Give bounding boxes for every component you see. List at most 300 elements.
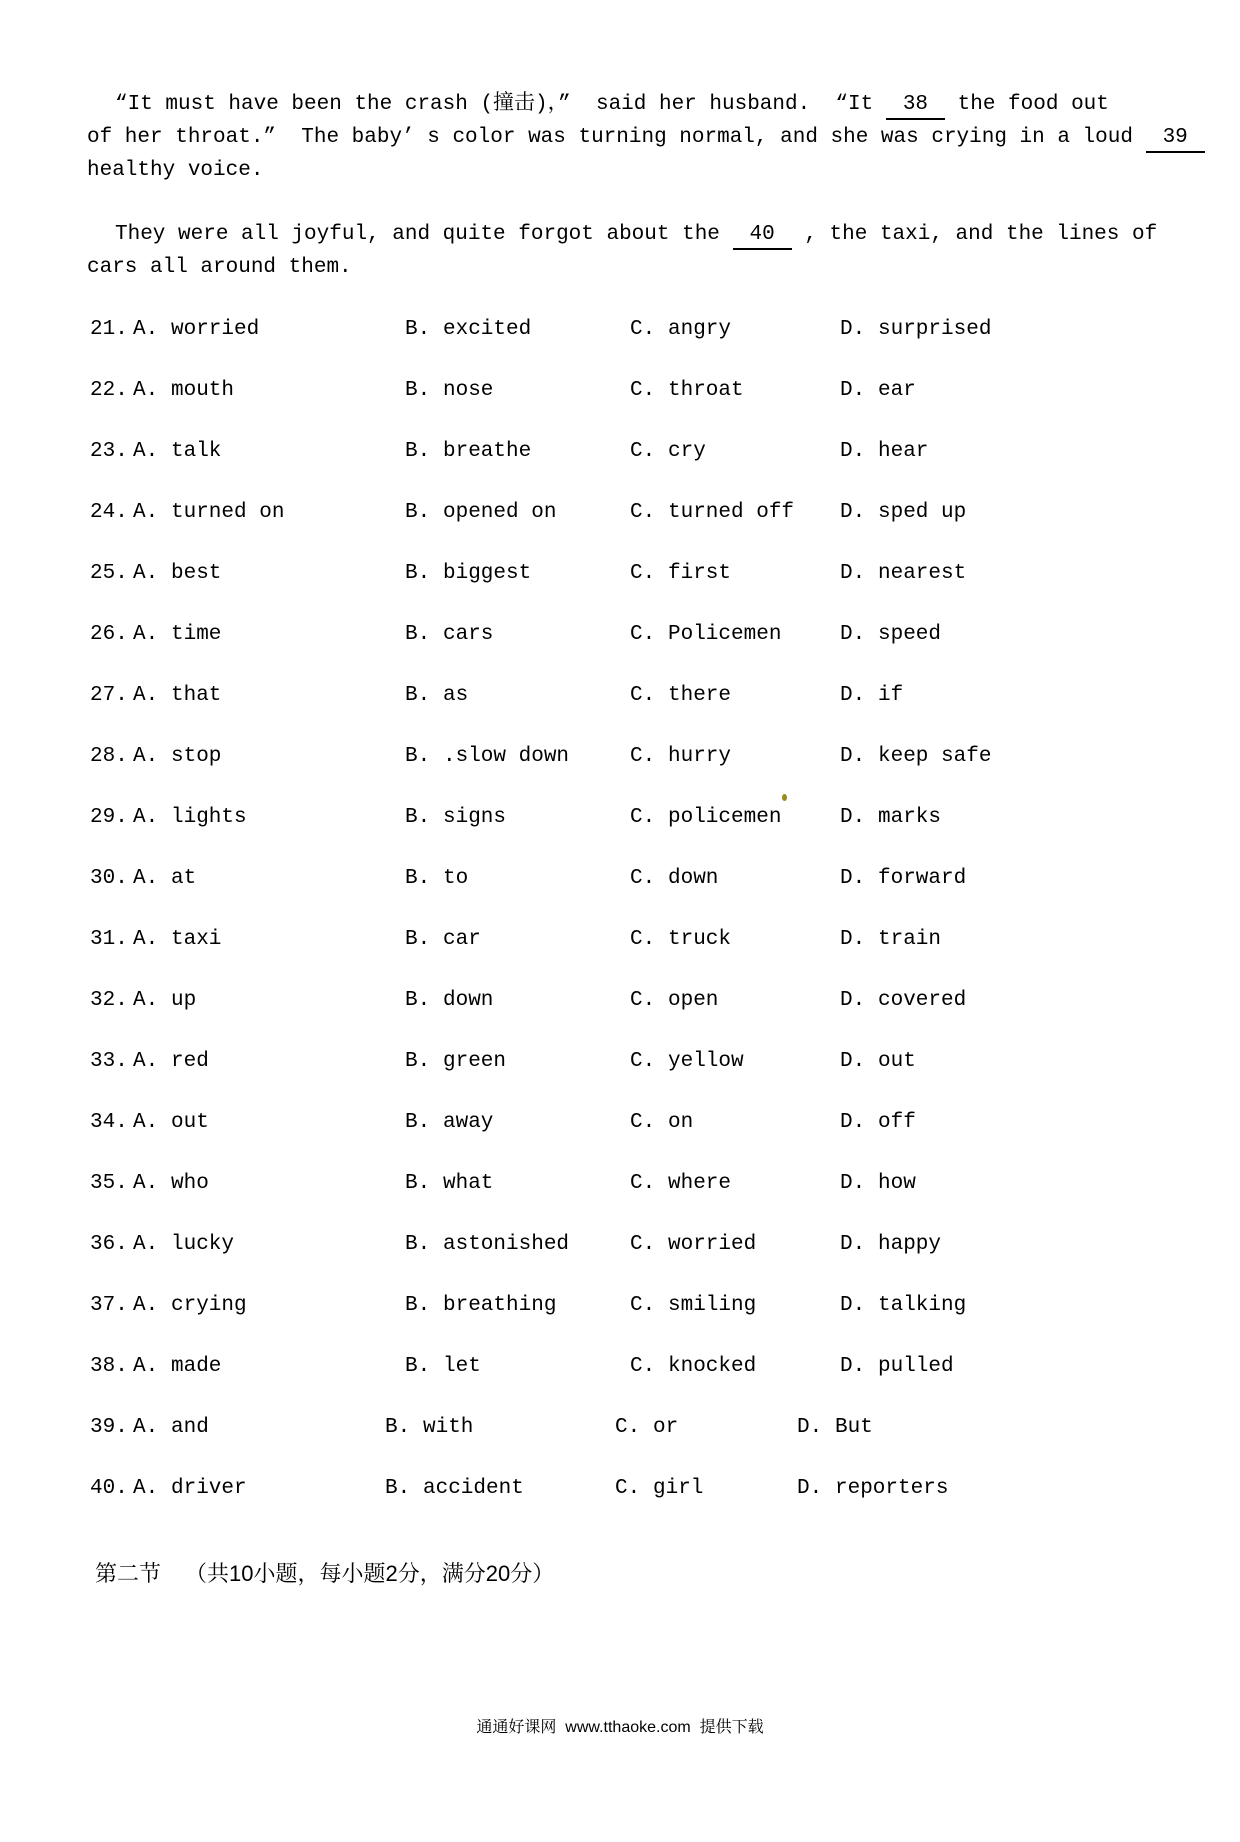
option-letter: B. <box>405 867 431 890</box>
option-text: on <box>668 1111 694 1134</box>
option-text: time <box>171 623 222 646</box>
option-b <box>405 681 630 742</box>
question-row <box>90 1230 1240 1291</box>
question-number: 24. <box>90 501 128 524</box>
option-b <box>405 315 630 376</box>
option-a <box>90 925 405 986</box>
option-text: car <box>443 928 481 951</box>
option-letter: A. <box>133 562 159 585</box>
option-letter: A. <box>133 1233 159 1256</box>
question-row <box>90 1047 1240 1108</box>
option-text: hear <box>878 440 929 463</box>
option-text: to <box>443 867 469 890</box>
option-b <box>405 620 630 681</box>
option-letter: A. <box>133 1050 159 1073</box>
option-c <box>630 620 840 681</box>
section-heading <box>95 1557 1240 1588</box>
option-letter: A. <box>133 928 159 951</box>
question-number: 25. <box>90 562 128 585</box>
question-row <box>90 864 1240 925</box>
option-d <box>840 925 1240 986</box>
option-b <box>405 1047 630 1108</box>
option-c <box>630 559 840 620</box>
option-letter: B. <box>405 501 431 524</box>
option-letter: B. <box>405 989 431 1012</box>
option-c <box>630 1352 840 1413</box>
option-text: smiling <box>668 1294 757 1317</box>
option-text: where <box>668 1172 732 1195</box>
option-b <box>405 742 630 803</box>
option-letter: C. <box>630 745 656 768</box>
option-d <box>840 1169 1240 1230</box>
question-list <box>0 315 1240 1535</box>
option-a <box>90 1047 405 1108</box>
question-number: 39. <box>90 1416 128 1439</box>
option-letter: C. <box>630 318 656 341</box>
option-text: reporters <box>835 1477 949 1500</box>
option-text: But <box>835 1416 873 1439</box>
cloze-blank: 39 <box>1146 125 1205 153</box>
option-letter: D. <box>797 1416 823 1439</box>
paragraph <box>87 88 1200 187</box>
option-text: open <box>668 989 719 1012</box>
option-a <box>90 1413 385 1474</box>
option-letter: B. <box>405 623 431 646</box>
option-a <box>90 1169 405 1230</box>
question-number: 26. <box>90 623 128 646</box>
question-row <box>90 376 1240 437</box>
cloze-blank: 40 <box>733 222 792 250</box>
option-text: ear <box>878 379 916 402</box>
question-number: 37. <box>90 1294 128 1317</box>
option-text: lucky <box>171 1233 235 1256</box>
option-b <box>405 376 630 437</box>
option-b <box>405 925 630 986</box>
option-b <box>405 1291 630 1352</box>
option-letter: A. <box>133 318 159 341</box>
option-text: keep safe <box>878 745 992 768</box>
option-text: let <box>443 1355 481 1378</box>
passage-text: of her throat.” The baby’ s color was turning normal, and she was crying in a loud <box>87 126 1146 149</box>
option-c <box>630 803 840 864</box>
option-letter: D. <box>840 1172 866 1195</box>
option-a <box>90 1230 405 1291</box>
option-text: there <box>668 684 732 707</box>
option-letter: D. <box>840 1294 866 1317</box>
option-text: as <box>443 684 469 707</box>
question-number: 22. <box>90 379 128 402</box>
question-row <box>90 986 1240 1047</box>
option-letter: A. <box>133 989 159 1012</box>
option-letter: B. <box>405 684 431 707</box>
option-a <box>90 1291 405 1352</box>
option-letter: C. <box>630 1294 656 1317</box>
option-text: marks <box>878 806 942 829</box>
option-letter: B. <box>405 745 431 768</box>
option-d <box>840 864 1240 925</box>
option-text: hurry <box>668 745 732 768</box>
option-letter: D. <box>840 623 866 646</box>
option-text: worried <box>668 1233 757 1256</box>
option-letter: B. <box>405 1294 431 1317</box>
option-c <box>630 1169 840 1230</box>
paragraph <box>87 218 1200 284</box>
cloze-passage <box>87 88 1200 284</box>
option-b <box>405 864 630 925</box>
option-letter: C. <box>630 1111 656 1134</box>
option-letter: B. <box>405 928 431 951</box>
option-letter: A. <box>133 1355 159 1378</box>
option-text: biggest <box>443 562 532 585</box>
option-b <box>385 1474 615 1535</box>
option-text: out <box>171 1111 209 1134</box>
option-text: driver <box>171 1477 247 1500</box>
option-a <box>90 1108 405 1169</box>
option-c <box>630 925 840 986</box>
passage-line <box>87 121 1200 154</box>
option-d <box>840 1047 1240 1108</box>
option-letter: C. <box>630 1172 656 1195</box>
passage-text: cars all around them. <box>87 256 352 279</box>
option-text: astonished <box>443 1233 570 1256</box>
option-letter: D. <box>840 501 866 524</box>
option-text: up <box>171 989 197 1012</box>
option-c <box>630 498 840 559</box>
passage-line <box>87 88 1200 121</box>
option-d <box>840 376 1240 437</box>
option-d <box>840 559 1240 620</box>
option-text: off <box>878 1111 916 1134</box>
option-text: green <box>443 1050 507 1073</box>
option-text: speed <box>878 623 942 646</box>
passage-text: healthy voice. <box>87 159 264 182</box>
option-letter: A. <box>133 745 159 768</box>
question-number: 21. <box>90 318 128 341</box>
passage-text: , the taxi, and the lines of <box>791 223 1158 246</box>
option-c <box>630 986 840 1047</box>
option-letter: A. <box>133 1111 159 1134</box>
option-c <box>630 864 840 925</box>
option-text: or <box>653 1416 679 1439</box>
option-c <box>630 1047 840 1108</box>
option-text: out <box>878 1050 916 1073</box>
question-number: 23. <box>90 440 128 463</box>
question-row <box>90 620 1240 681</box>
document-page <box>0 88 1240 1842</box>
cloze-blank: 38 <box>886 92 945 120</box>
option-text: breathing <box>443 1294 557 1317</box>
option-letter: D. <box>840 379 866 402</box>
option-letter: B. <box>405 318 431 341</box>
question-row <box>90 498 1240 559</box>
option-text: taxi <box>171 928 222 951</box>
option-text: signs <box>443 806 507 829</box>
option-text: train <box>878 928 942 951</box>
option-d <box>840 620 1240 681</box>
option-text: if <box>878 684 904 707</box>
option-b <box>385 1413 615 1474</box>
option-letter: C. <box>630 623 656 646</box>
option-text: cry <box>668 440 706 463</box>
option-letter: D. <box>840 1355 866 1378</box>
option-text: with <box>423 1416 474 1439</box>
option-d <box>840 315 1240 376</box>
section-title: 第二节 <box>95 1561 162 1586</box>
option-c <box>630 315 840 376</box>
option-letter: D. <box>840 745 866 768</box>
option-text: that <box>171 684 222 707</box>
option-text: nearest <box>878 562 967 585</box>
option-letter: D. <box>840 867 866 890</box>
option-text: breathe <box>443 440 532 463</box>
option-letter: D. <box>840 806 866 829</box>
option-c <box>615 1413 797 1474</box>
option-letter: B. <box>405 379 431 402</box>
option-text: and <box>171 1416 209 1439</box>
option-text: down <box>443 989 494 1012</box>
passage-line <box>87 251 1200 284</box>
option-a <box>90 620 405 681</box>
passage-line <box>87 218 1200 251</box>
option-text: angry <box>668 318 732 341</box>
option-text: talk <box>171 440 222 463</box>
page-footer-text: 通通好课网 www.tthaoke.com 提供下载 <box>476 1719 764 1736</box>
question-row <box>90 1291 1240 1352</box>
option-d <box>840 437 1240 498</box>
option-b <box>405 1352 630 1413</box>
option-letter: C. <box>630 501 656 524</box>
question-row <box>90 803 1240 864</box>
option-text: pulled <box>878 1355 954 1378</box>
question-row <box>90 1474 1240 1535</box>
option-text: nose <box>443 379 494 402</box>
option-letter: B. <box>405 1233 431 1256</box>
option-c <box>630 1291 840 1352</box>
question-row <box>90 681 1240 742</box>
option-a <box>90 376 405 437</box>
option-d <box>840 1352 1240 1413</box>
option-letter: D. <box>840 928 866 951</box>
option-letter: A. <box>133 1477 159 1500</box>
option-letter: A. <box>133 501 159 524</box>
option-text: best <box>171 562 222 585</box>
option-b <box>405 559 630 620</box>
option-letter: C. <box>630 989 656 1012</box>
option-d <box>840 1230 1240 1291</box>
option-letter: C. <box>615 1477 641 1500</box>
option-letter: B. <box>405 1050 431 1073</box>
option-text: stop <box>171 745 222 768</box>
question-number: 40. <box>90 1477 128 1500</box>
option-a <box>90 1352 405 1413</box>
question-row <box>90 1169 1240 1230</box>
option-c <box>630 1108 840 1169</box>
passage-text: “It must have been the crash (撞击)，” said her husband. “It <box>115 93 886 116</box>
option-text: mouth <box>171 379 235 402</box>
option-text: who <box>171 1172 209 1195</box>
option-letter: C. <box>630 1233 656 1256</box>
option-text: how <box>878 1172 916 1195</box>
option-text: worried <box>171 318 260 341</box>
option-letter: C. <box>615 1416 641 1439</box>
option-text: accident <box>423 1477 524 1500</box>
option-letter: B. <box>385 1477 411 1500</box>
option-letter: A. <box>133 867 159 890</box>
option-d <box>840 1291 1240 1352</box>
option-text: happy <box>878 1233 942 1256</box>
option-letter: C. <box>630 684 656 707</box>
option-letter: A. <box>133 806 159 829</box>
question-row <box>90 1413 1240 1474</box>
option-text: covered <box>878 989 967 1012</box>
question-number: 31. <box>90 928 128 951</box>
option-text: knocked <box>668 1355 757 1378</box>
option-letter: D. <box>840 1050 866 1073</box>
option-letter: A. <box>133 1416 159 1439</box>
option-letter: B. <box>405 440 431 463</box>
option-letter: A. <box>133 1172 159 1195</box>
option-letter: D. <box>840 318 866 341</box>
option-letter: C. <box>630 928 656 951</box>
option-a <box>90 803 405 864</box>
option-c <box>615 1474 797 1535</box>
option-b <box>405 986 630 1047</box>
option-text: excited <box>443 318 532 341</box>
option-text: made <box>171 1355 222 1378</box>
option-letter: B. <box>405 806 431 829</box>
option-b <box>405 803 630 864</box>
option-letter: B. <box>405 1355 431 1378</box>
option-d <box>840 1108 1240 1169</box>
question-number: 30. <box>90 867 128 890</box>
option-d <box>840 498 1240 559</box>
option-letter: C. <box>630 379 656 402</box>
option-text: .slow down <box>443 745 570 768</box>
option-b <box>405 498 630 559</box>
option-text: truck <box>668 928 732 951</box>
option-letter: A. <box>133 623 159 646</box>
option-d <box>840 803 1240 864</box>
question-number: 36. <box>90 1233 128 1256</box>
option-text: turned on <box>171 501 285 524</box>
question-number: 34. <box>90 1111 128 1134</box>
question-row <box>90 1352 1240 1413</box>
option-text: away <box>443 1111 494 1134</box>
option-text: sped up <box>878 501 967 524</box>
option-c <box>630 742 840 803</box>
option-d <box>797 1413 1240 1474</box>
option-text: lights <box>171 806 247 829</box>
option-text: what <box>443 1172 494 1195</box>
option-letter: C. <box>630 867 656 890</box>
option-letter: B. <box>385 1416 411 1439</box>
option-letter: C. <box>630 1050 656 1073</box>
option-text: at <box>171 867 197 890</box>
question-number: 33. <box>90 1050 128 1073</box>
option-b <box>405 437 630 498</box>
option-text: first <box>668 562 732 585</box>
option-letter: D. <box>840 1233 866 1256</box>
option-letter: D. <box>797 1477 823 1500</box>
option-letter: C. <box>630 1355 656 1378</box>
option-text: talking <box>878 1294 967 1317</box>
question-row <box>90 437 1240 498</box>
option-text: surprised <box>878 318 992 341</box>
option-text: yellow <box>668 1050 744 1073</box>
option-a <box>90 864 405 925</box>
question-number: 32. <box>90 989 128 1012</box>
option-letter: D. <box>840 684 866 707</box>
option-c <box>630 437 840 498</box>
question-row <box>90 315 1240 376</box>
option-letter: D. <box>840 989 866 1012</box>
option-b <box>405 1108 630 1169</box>
question-row <box>90 742 1240 803</box>
question-number: 29. <box>90 806 128 829</box>
option-letter: C. <box>630 562 656 585</box>
question-number: 28. <box>90 745 128 768</box>
question-row <box>90 559 1240 620</box>
option-a <box>90 742 405 803</box>
option-text: crying <box>171 1294 247 1317</box>
option-letter: C. <box>630 806 656 829</box>
option-text: forward <box>878 867 967 890</box>
option-text: policemen <box>668 806 782 829</box>
option-letter: A. <box>133 440 159 463</box>
option-text: Policemen <box>668 623 782 646</box>
option-a <box>90 559 405 620</box>
option-letter: A. <box>133 1294 159 1317</box>
option-text: down <box>668 867 719 890</box>
passage-text: They were all joyful, and quite forgot about the <box>115 223 733 246</box>
question-number: 35. <box>90 1172 128 1195</box>
option-a <box>90 1474 385 1535</box>
question-row <box>90 1108 1240 1169</box>
option-letter: C. <box>630 440 656 463</box>
section-detail: （共10小题，每小题2分，满分20分） <box>185 1561 555 1586</box>
option-a <box>90 315 405 376</box>
option-letter: A. <box>133 379 159 402</box>
option-b <box>405 1169 630 1230</box>
option-text: throat <box>668 379 744 402</box>
option-letter: B. <box>405 1172 431 1195</box>
option-d <box>797 1474 1240 1535</box>
option-text: cars <box>443 623 494 646</box>
question-row <box>90 925 1240 986</box>
option-c <box>630 376 840 437</box>
option-text: opened on <box>443 501 557 524</box>
question-number: 38. <box>90 1355 128 1378</box>
option-letter: D. <box>840 562 866 585</box>
passage-line <box>87 154 1200 187</box>
passage-text: the food out <box>945 93 1109 116</box>
option-d <box>840 986 1240 1047</box>
option-text: red <box>171 1050 209 1073</box>
option-letter: D. <box>840 440 866 463</box>
option-c <box>630 1230 840 1291</box>
option-letter: D. <box>840 1111 866 1134</box>
option-letter: A. <box>133 684 159 707</box>
option-letter: B. <box>405 1111 431 1134</box>
option-b <box>405 1230 630 1291</box>
option-d <box>840 681 1240 742</box>
question-number: 27. <box>90 684 128 707</box>
option-a <box>90 681 405 742</box>
option-c <box>630 681 840 742</box>
option-letter: B. <box>405 562 431 585</box>
option-a <box>90 498 405 559</box>
option-a <box>90 437 405 498</box>
